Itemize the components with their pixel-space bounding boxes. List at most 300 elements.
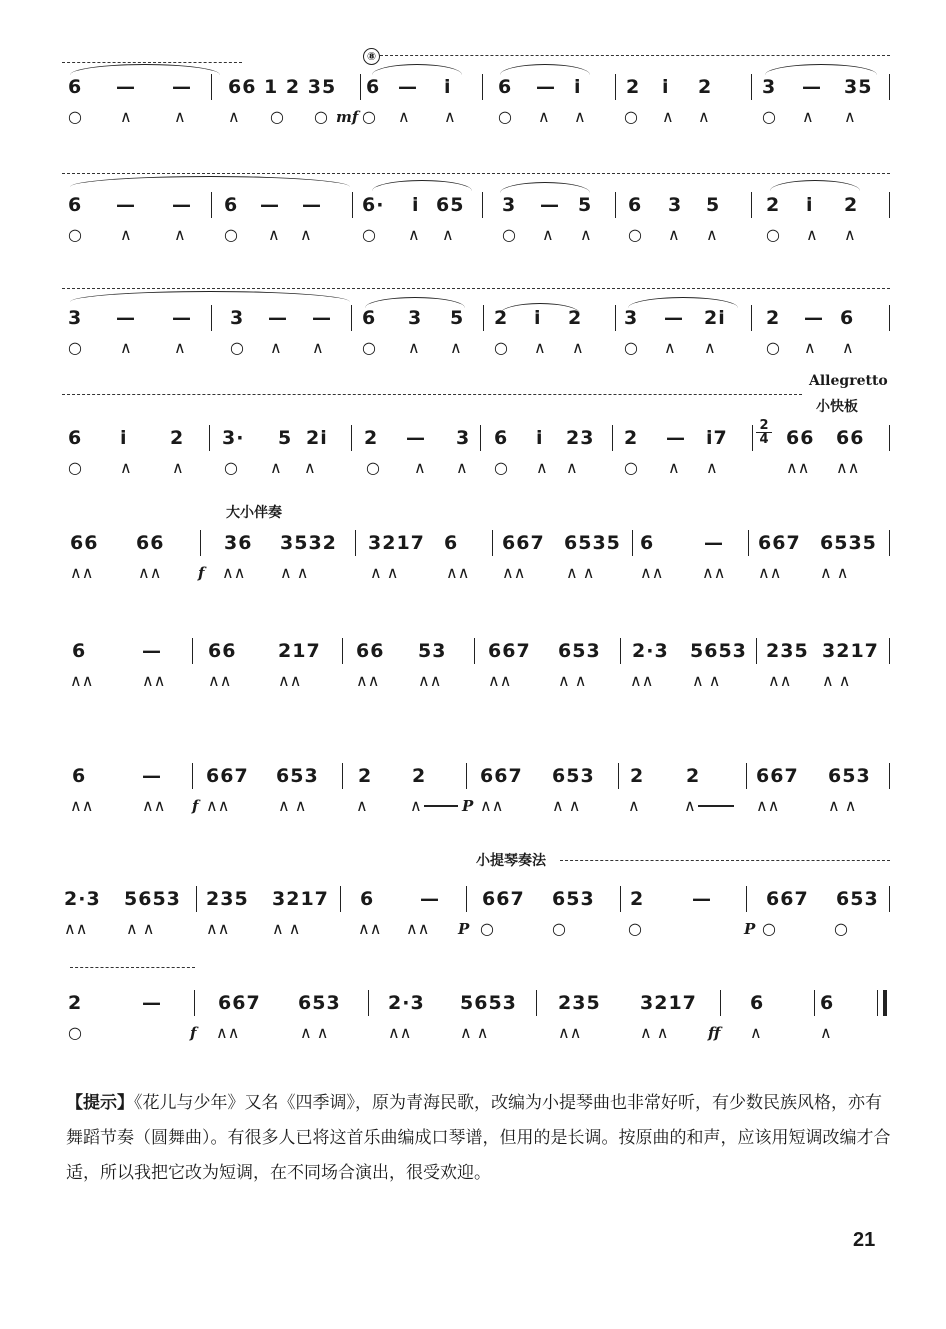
dynamic-mark: f [190, 1024, 197, 1042]
page-number: 21 [853, 1229, 876, 1251]
notes-row [62, 418, 894, 453]
notes-row [62, 761, 894, 791]
barline [209, 425, 210, 451]
section-label: 大小伴奏 [226, 505, 282, 521]
barline [746, 763, 747, 789]
note: — [664, 307, 684, 329]
bowing-mark: ∧ ∧ [820, 563, 849, 582]
barline [615, 74, 616, 100]
time-signature-top: 2 [756, 419, 772, 433]
note: 65 [436, 194, 465, 216]
bowing-mark: ∧ [534, 338, 546, 357]
note: 2 [686, 765, 701, 787]
note: 217 [278, 640, 321, 662]
bowing-mark: ∧ [842, 338, 854, 357]
note: 6 [628, 194, 643, 216]
bowing-mark: ∧ [120, 225, 132, 244]
notes-row [62, 528, 894, 558]
barline [342, 763, 343, 789]
marks-row [62, 224, 894, 246]
bowing-mark: ∧ [844, 225, 856, 244]
note: i [120, 427, 128, 449]
bowing-mark: ○ [68, 338, 82, 357]
bowing-mark: ∧ [804, 338, 816, 357]
bowing-mark: ○ [624, 338, 638, 357]
bowing-mark: ∧ [538, 107, 550, 126]
barline [536, 990, 537, 1016]
barline [355, 530, 356, 556]
note: — [172, 194, 192, 216]
bowing-mark: ∧ [408, 338, 420, 357]
note: 653 [558, 640, 601, 662]
note: 66 [208, 640, 237, 662]
note: 3 [624, 307, 639, 329]
bowing-mark: ∧ [442, 225, 454, 244]
barline [620, 638, 621, 664]
note: — [142, 640, 162, 662]
bowing-mark: ∧∧ [502, 563, 526, 582]
note: 3 [502, 194, 517, 216]
barline [483, 305, 484, 331]
notes-row [62, 72, 894, 102]
note: 66 [136, 532, 165, 554]
dynamic-mark: P [744, 920, 756, 938]
note: 653 [552, 888, 595, 910]
note: 2 [412, 765, 427, 787]
bowing-mark: ∧ [312, 338, 324, 357]
note: 6 [224, 194, 239, 216]
time-signature-bottom: 4 [759, 432, 769, 447]
note: — [406, 427, 426, 449]
bowing-mark: ∧ ∧ [272, 919, 301, 938]
bowing-mark: ○ [480, 919, 494, 938]
barline [368, 990, 369, 1016]
barline [480, 425, 481, 451]
barline [360, 74, 361, 100]
note: 3· [222, 427, 245, 449]
barline [751, 192, 752, 218]
note: 5653 [460, 992, 517, 1014]
bowing-mark: ∧ [174, 338, 186, 357]
note: 653 [298, 992, 341, 1014]
barline [466, 886, 467, 912]
bowing-mark: ∧ ∧ [640, 1023, 669, 1042]
bowing-mark: ○ [362, 107, 376, 126]
barline [746, 886, 747, 912]
note: 6 [640, 532, 655, 554]
bowing-mark: ○ [314, 107, 328, 126]
bowing-mark: ○ [766, 338, 780, 357]
bowing-mark: ∧∧ [558, 1023, 582, 1042]
note: i [444, 76, 452, 98]
bowing-mark: ∧ [536, 458, 548, 477]
note: 6 [72, 765, 87, 787]
barline [889, 192, 890, 218]
note: 667 [488, 640, 531, 662]
marks-row [62, 457, 894, 479]
note: — [312, 307, 332, 329]
barline [889, 638, 890, 664]
bowing-mark: ∧ [270, 338, 282, 357]
barline [720, 990, 721, 1016]
barline [814, 990, 815, 1016]
notes-row [62, 190, 894, 220]
tempo-marking-chinese: 小快板 [816, 399, 858, 415]
dynamic-mark: P [462, 797, 474, 815]
bowing-mark: ∧∧ [756, 796, 780, 815]
dynamic-mark: mf [336, 108, 359, 126]
bowing-mark: ○ [270, 107, 284, 126]
notes-row [62, 636, 894, 666]
note: 667 [758, 532, 801, 554]
note: 3217 [368, 532, 425, 554]
bowing-mark: ○ [224, 225, 238, 244]
bowing-mark: ∧ [120, 107, 132, 126]
barline [751, 74, 752, 100]
bowing-mark: ○ [68, 107, 82, 126]
bowing-mark: ○ [494, 338, 508, 357]
marks-row [62, 337, 894, 359]
note: 6535 [564, 532, 621, 554]
note: — [116, 307, 136, 329]
bowing-mark: ∧∧ [70, 796, 94, 815]
dashed-extension [62, 173, 890, 174]
final-barline [877, 990, 887, 1016]
bowing-mark: ∧∧ [488, 671, 512, 690]
barline [615, 305, 616, 331]
bowing-mark: ∧ [574, 107, 586, 126]
note: — [116, 194, 136, 216]
note: i [534, 307, 542, 329]
bowing-mark: ∧∧ [70, 563, 94, 582]
note: — [536, 76, 556, 98]
barline [748, 530, 749, 556]
dashed-extension [62, 394, 802, 395]
tie-line [424, 805, 458, 807]
marks-row [62, 670, 894, 692]
note: 667 [766, 888, 809, 910]
note: 6 [494, 427, 509, 449]
note: 6· [362, 194, 385, 216]
note: 5653 [124, 888, 181, 910]
note: 3 [762, 76, 777, 98]
note: 235 [558, 992, 601, 1014]
note: 235 [206, 888, 249, 910]
barline [482, 74, 483, 100]
bowing-mark: ∧ [806, 225, 818, 244]
barline [340, 886, 341, 912]
bowing-mark: ∧ [228, 107, 240, 126]
note: 5653 [690, 640, 747, 662]
barline [211, 305, 212, 331]
bowing-mark: ∧ ∧ [552, 796, 581, 815]
marks-row [62, 1022, 894, 1044]
note: 653 [828, 765, 871, 787]
bowing-mark: ∧ ∧ [126, 919, 155, 938]
note: — [260, 194, 280, 216]
bowing-mark: ∧∧ [418, 671, 442, 690]
note: 6 [68, 76, 83, 98]
note: — [804, 307, 824, 329]
bowing-mark: ∧ ∧ [300, 1023, 329, 1042]
note: 6 [840, 307, 855, 329]
bowing-mark: ∧ ∧ [692, 671, 721, 690]
barline [615, 192, 616, 218]
bowing-mark: ∧ [668, 458, 680, 477]
bowing-mark: ∧∧ [206, 796, 230, 815]
bowing-mark: ○ [362, 338, 376, 357]
note: 6 [68, 427, 83, 449]
note: 2 [630, 765, 645, 787]
barline [192, 638, 193, 664]
notes-row [62, 988, 894, 1018]
note: i [662, 76, 670, 98]
bowing-mark: ○ [498, 107, 512, 126]
note: — [802, 76, 822, 98]
dynamic-mark: P [458, 920, 470, 938]
bowing-mark: ○ [624, 458, 638, 477]
barline [751, 305, 752, 331]
note: 2 [624, 427, 639, 449]
bowing-mark: ∧∧ [216, 1023, 240, 1042]
dynamic-mark: f [192, 797, 199, 815]
note: 2·3 [632, 640, 669, 662]
note: 66 1 2 35 [228, 76, 337, 98]
note: 6 [72, 640, 87, 662]
marks-row [62, 106, 894, 128]
bowing-mark: ∧ [706, 225, 718, 244]
time-signature [756, 419, 772, 446]
barline [192, 763, 193, 789]
note: 653 [552, 765, 595, 787]
note: 2 [630, 888, 645, 910]
marks-row [62, 918, 894, 940]
bowing-mark: ∧∧ [70, 671, 94, 690]
barline [211, 74, 212, 100]
note: — [142, 765, 162, 787]
note: — [420, 888, 440, 910]
bowing-mark: ∧ [802, 107, 814, 126]
note: — [268, 307, 288, 329]
note: 5 [578, 194, 593, 216]
note: 2i [306, 427, 328, 449]
note: 53 [418, 640, 447, 662]
barline [492, 530, 493, 556]
bowing-mark: ∧∧ [640, 563, 664, 582]
marks-row [62, 795, 894, 817]
bowing-mark: ○ [624, 107, 638, 126]
bowing-mark: ○ [366, 458, 380, 477]
bowing-mark: ○ [68, 1023, 82, 1042]
note: 3 [456, 427, 471, 449]
note: 3 [230, 307, 245, 329]
note: 2 [494, 307, 509, 329]
note: 6 [498, 76, 513, 98]
note: 2 [358, 765, 373, 787]
barline [482, 192, 483, 218]
note: 6 [750, 992, 765, 1014]
bowing-mark: ∧∧ [356, 671, 380, 690]
barline [194, 990, 195, 1016]
note: 667 [502, 532, 545, 554]
bowing-mark: ∧ ∧ [558, 671, 587, 690]
bowing-mark: ∧ [408, 225, 420, 244]
note: 2 [626, 76, 641, 98]
note: 66 [836, 427, 865, 449]
note: 3217 [272, 888, 329, 910]
dashed-extension [380, 55, 890, 56]
note: — [172, 307, 192, 329]
tip-label: 【提示】 [66, 1093, 134, 1113]
barline [352, 192, 353, 218]
barline [200, 530, 201, 556]
note: 2 [364, 427, 379, 449]
note: 6 [820, 992, 835, 1014]
note: 2 [170, 427, 185, 449]
note: i [806, 194, 814, 216]
barline [889, 530, 890, 556]
dashed-extension [62, 62, 242, 63]
note: 653 [276, 765, 319, 787]
note: 5 [706, 194, 721, 216]
note: 6 [360, 888, 375, 910]
note: — [142, 992, 162, 1014]
note: 653 [836, 888, 879, 910]
note: 3 [408, 307, 423, 329]
bowing-mark: ∧ [304, 458, 316, 477]
dynamic-mark: ff [708, 1024, 721, 1042]
bowing-mark: ○ [552, 919, 566, 938]
bowing-mark: ∧∧ [222, 563, 246, 582]
bowing-mark: ∧∧ [768, 671, 792, 690]
note: 667 [482, 888, 525, 910]
bowing-mark: ∧ ∧ [280, 563, 309, 582]
bowing-mark: ∧ [580, 225, 592, 244]
note: 3 [668, 194, 683, 216]
bowing-mark: ∧ ∧ [566, 563, 595, 582]
bowing-mark: ∧ [844, 107, 856, 126]
bowing-mark: ∧∧ [138, 563, 162, 582]
tip-text: 《花儿与少年》又名《四季调》，原为青海民歌，改编为小提琴曲也非常好听，有少数民族风格，亦有舞蹈节奏（圆舞曲）。有很多人已将这首乐曲编成口琴谱，但用的是长调。按原曲的和声，应该用短调改编才合适，所以我把它改为短调，在不同场合演出，很受欢迎。 [66, 1093, 891, 1183]
dashed-extension [62, 288, 890, 289]
slur [70, 176, 350, 187]
note: — [172, 76, 192, 98]
bowing-mark: ○ [68, 225, 82, 244]
barline [196, 886, 197, 912]
note: 667 [206, 765, 249, 787]
bowing-mark: ∧ [542, 225, 554, 244]
bowing-mark: ∧ ∧ [828, 796, 857, 815]
rehearsal-mark: ⑧ [363, 48, 380, 65]
bowing-mark: ∧∧ [446, 563, 470, 582]
bowing-mark: ∧ [444, 107, 456, 126]
bowing-mark: ∧∧ [388, 1023, 412, 1042]
dashed-extension [560, 860, 890, 861]
note: 2 [766, 194, 781, 216]
bowing-mark: ∧∧ [836, 458, 860, 477]
bowing-mark: ∧∧ [406, 919, 430, 938]
bowing-mark: ○ [628, 225, 642, 244]
notes-row [62, 303, 894, 333]
barline [632, 530, 633, 556]
bowing-mark: ∧ [450, 338, 462, 357]
note: — [704, 532, 724, 554]
bowing-mark: ○ [224, 458, 238, 477]
note: — [398, 76, 418, 98]
note: 667 [480, 765, 523, 787]
bowing-mark: ∧∧ [278, 671, 302, 690]
note: 6 [68, 194, 83, 216]
bowing-mark: ∧ [628, 796, 640, 815]
barline [889, 305, 890, 331]
bowing-mark: ∧ [750, 1023, 762, 1042]
notes-row [62, 884, 894, 914]
bowing-mark: ○ [766, 225, 780, 244]
bowing-mark: ∧ [698, 107, 710, 126]
note: — [116, 76, 136, 98]
note: — [666, 427, 686, 449]
bowing-mark: ∧ [268, 225, 280, 244]
note: 3217 [640, 992, 697, 1014]
bowing-mark: ∧∧ [64, 919, 88, 938]
bowing-mark: ∧ [120, 338, 132, 357]
tie-line [698, 805, 734, 807]
bowing-mark: ∧∧ [758, 563, 782, 582]
bowing-mark: ∧ [270, 458, 282, 477]
barline [474, 638, 475, 664]
note: 66 [70, 532, 99, 554]
note: 35 [844, 76, 873, 98]
note: 6 [366, 76, 381, 98]
note: — [302, 194, 322, 216]
bowing-mark: ∧ [120, 458, 132, 477]
note: 3 [68, 307, 83, 329]
note: 235 [766, 640, 809, 662]
dashed-extension [70, 967, 195, 968]
bowing-mark: ∧ [664, 338, 676, 357]
section-label: 小提琴奏法 [476, 853, 546, 869]
barline [889, 74, 890, 100]
bowing-mark: ○ [762, 919, 776, 938]
bowing-mark: ∧∧ [702, 563, 726, 582]
bowing-mark: ○ [834, 919, 848, 938]
note: 2 [766, 307, 781, 329]
note: 667 [218, 992, 261, 1014]
note: 5 [278, 427, 293, 449]
bowing-mark: ∧∧ [206, 919, 230, 938]
note: 6 [362, 307, 377, 329]
bowing-mark: ∧ ∧ [370, 563, 399, 582]
bowing-mark: ∧ [704, 338, 716, 357]
note: 3532 [280, 532, 337, 554]
bowing-mark: ∧ ∧ [278, 796, 307, 815]
barline [351, 425, 352, 451]
bowing-mark: ∧∧ [480, 796, 504, 815]
bowing-mark: ∧∧ [630, 671, 654, 690]
note: 2 [68, 992, 83, 1014]
bowing-mark: ∧ [572, 338, 584, 357]
dynamic-mark: f [198, 564, 205, 582]
bowing-mark: ∧ ∧ [460, 1023, 489, 1042]
note: — [692, 888, 712, 910]
bowing-mark: ∧ [820, 1023, 832, 1042]
bowing-mark: ∧ [174, 107, 186, 126]
note: 36 [224, 532, 253, 554]
barline [756, 638, 757, 664]
bowing-mark: ∧ [356, 796, 368, 815]
barline [342, 638, 343, 664]
slur [70, 291, 350, 302]
